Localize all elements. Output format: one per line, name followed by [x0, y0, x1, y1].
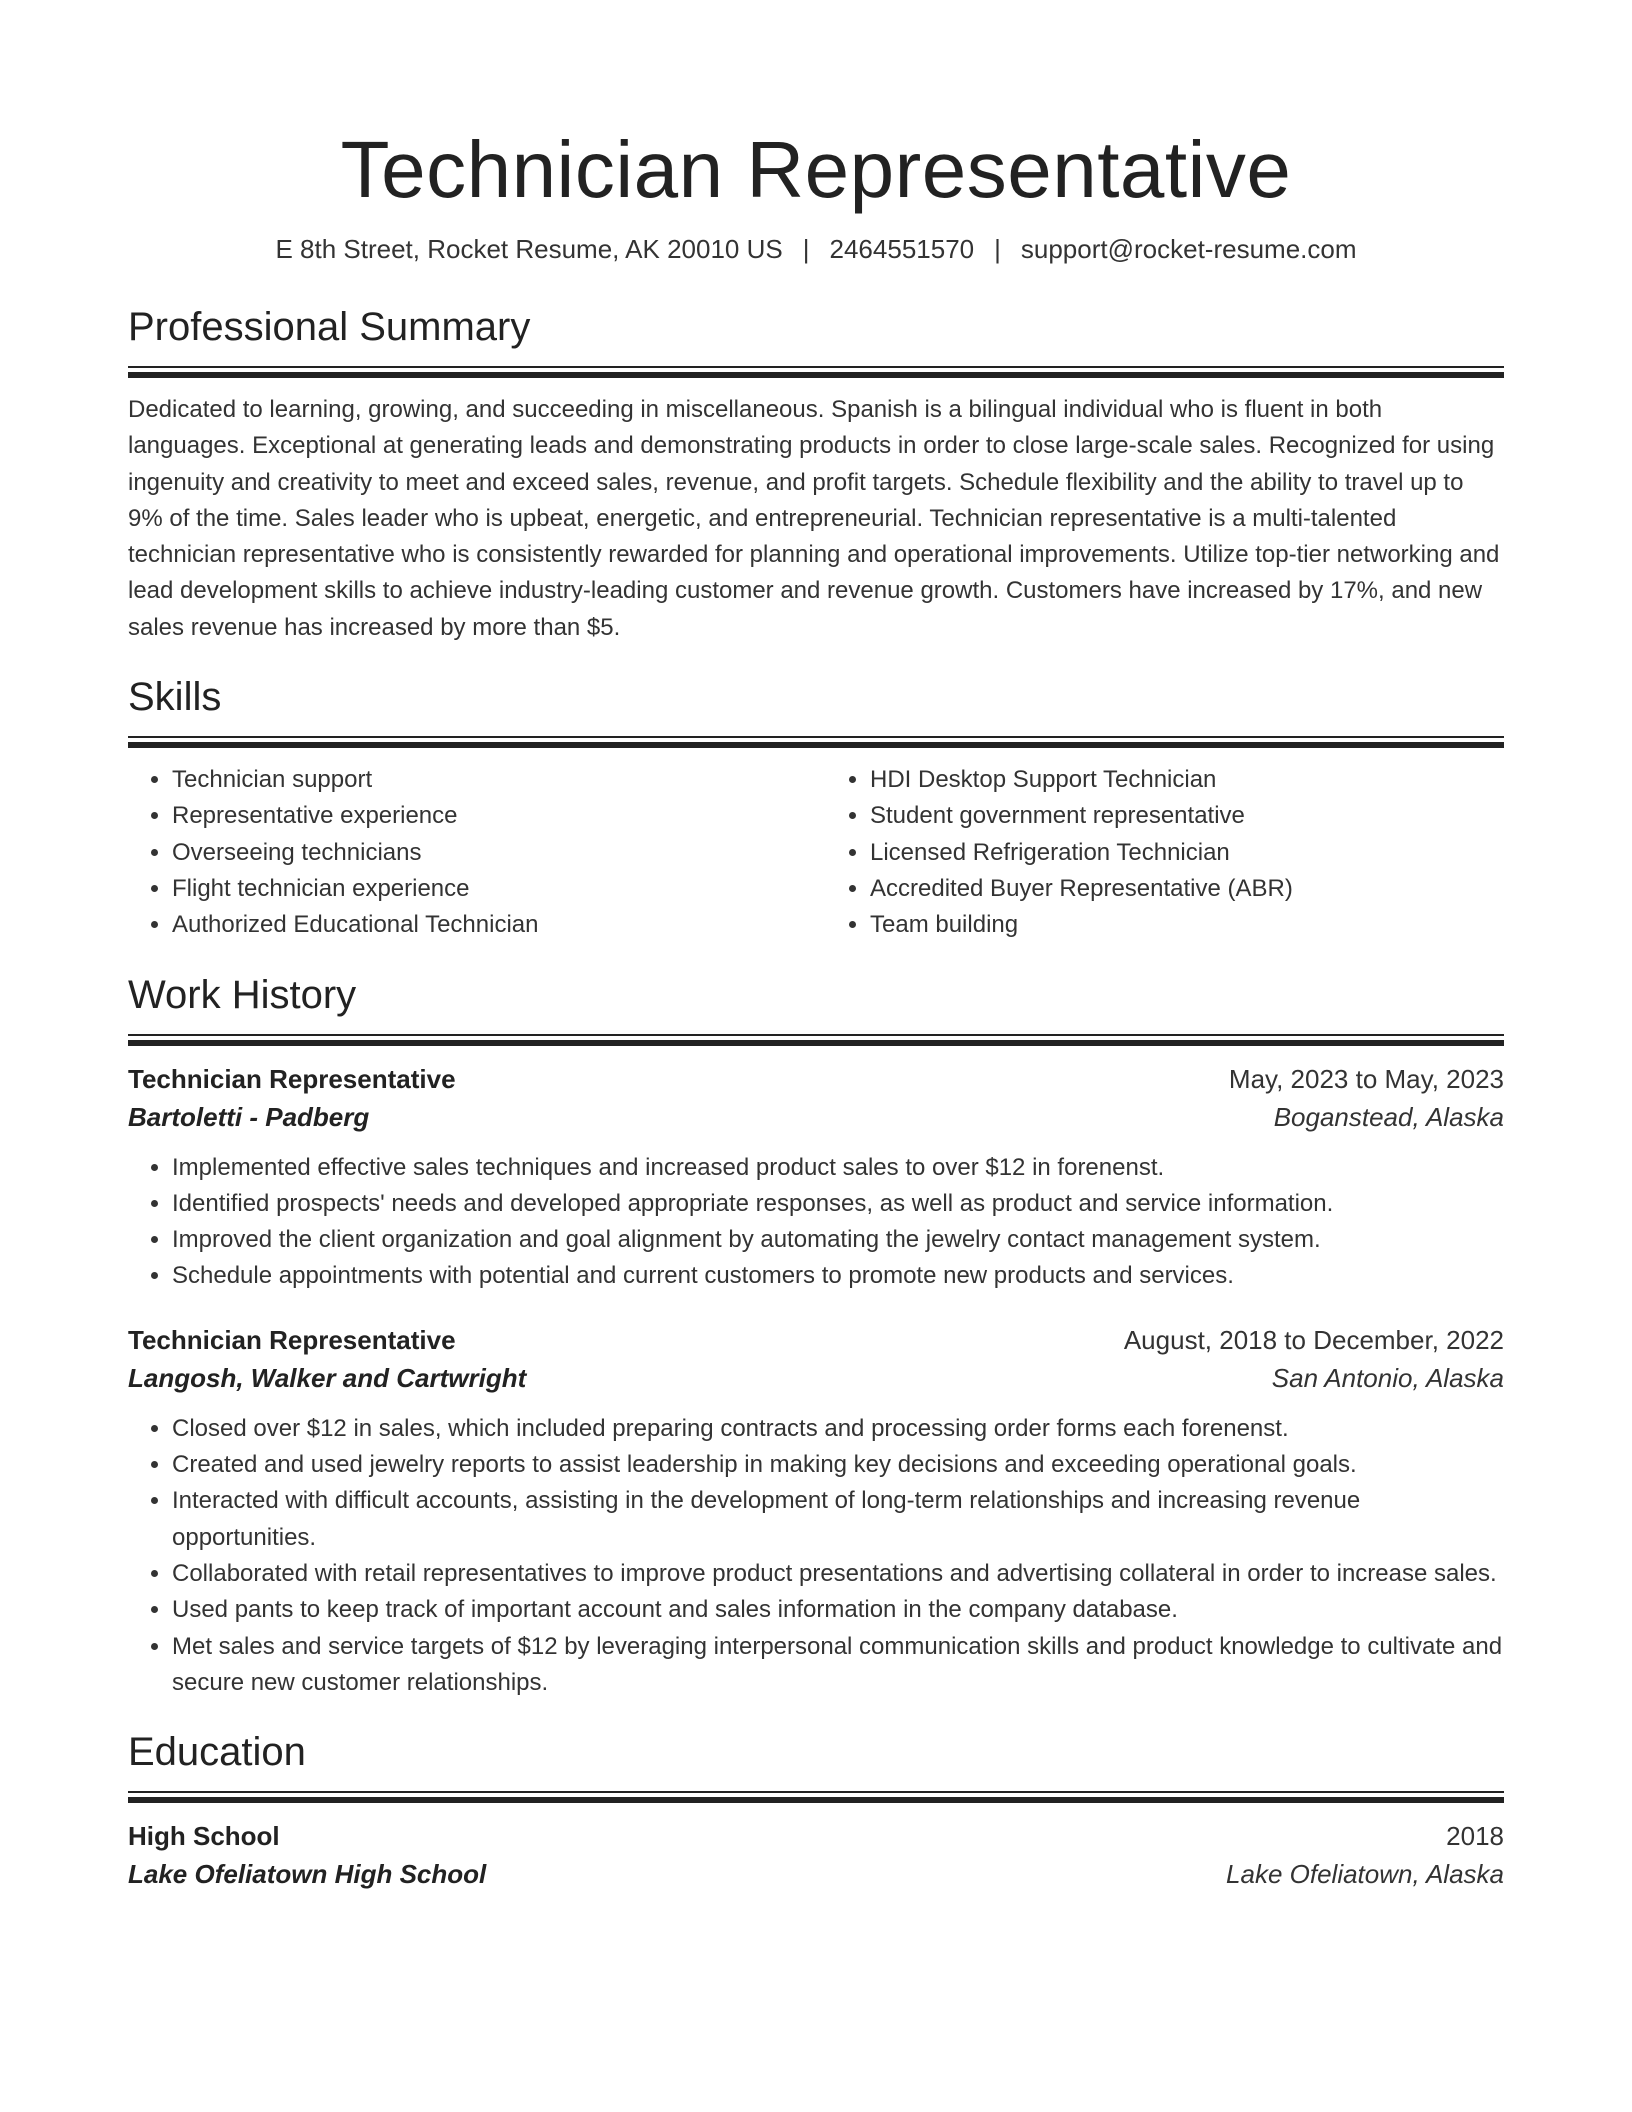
job-bullet: • Improved the client organization and goal alignment by automating the jewelry contact management system. — [172, 1222, 1504, 1258]
contact-email: support@rocket-resume.com — [1020, 234, 1357, 264]
skill-item: • Technician support — [172, 762, 806, 798]
job-dates: May, 2023 to May, 2023 — [1228, 1063, 1504, 1094]
contact-separator: | — [802, 234, 810, 264]
job-entry — [128, 1060, 1504, 1295]
work-history-section — [128, 970, 1504, 1702]
resume-name: Technician Representative — [340, 125, 1292, 214]
skills-list-left — [128, 762, 806, 943]
education-section — [128, 1727, 1504, 1893]
education-heading: Education — [128, 1730, 306, 1775]
contact-phone: 2464551570 — [829, 234, 975, 264]
skills-section — [128, 672, 1504, 943]
section-divider — [128, 736, 1504, 748]
job-bullet: • Met sales and service targets of $12 by leveraging interpersonal communication skills and product knowledge to cultivate and secure new customer relationships. — [172, 1629, 1504, 1702]
skill-item: • Flight technician experience — [172, 871, 806, 907]
summary-heading: Professional Summary — [128, 305, 531, 349]
job-title: Technician Representative — [128, 1324, 456, 1355]
job-bullet: • Collaborated with retail representatives to improve product presentations and advertising collateral in order to increase sales. — [172, 1556, 1504, 1592]
job-company: Langosh, Walker and Cartwright — [128, 1362, 527, 1393]
job-entry — [128, 1321, 1504, 1701]
education-school: Lake Ofeliatown High School — [128, 1859, 487, 1890]
job-bullet: • Schedule appointments with potential and current customers to promote new products and services. — [172, 1258, 1504, 1294]
job-bullets — [128, 1150, 1504, 1295]
section-divider — [128, 1034, 1504, 1046]
job-bullet: • Interacted with difficult accounts, assisting in the development of long-term relationships and increasing revenue opportunities. — [172, 1483, 1504, 1556]
job-subheader — [128, 1359, 1504, 1397]
job-bullets — [128, 1411, 1504, 1701]
job-title: Technician Representative — [128, 1063, 456, 1094]
skill-item: • Licensed Refrigeration Technician — [870, 835, 1504, 871]
education-degree: High School — [128, 1821, 280, 1852]
contact-line — [128, 232, 1504, 266]
skill-item: • Accredited Buyer Representative (ABR) — [870, 871, 1504, 907]
skill-item: • Representative experience — [172, 798, 806, 834]
contact-address: E 8th Street, Rocket Resume, AK 20010 US — [275, 234, 783, 264]
skills-grid — [128, 762, 1504, 943]
skill-item: • Overseeing technicians — [172, 835, 806, 871]
job-dates: August, 2018 to December, 2022 — [1123, 1324, 1504, 1355]
education-location: Lake Ofeliatown, Alaska — [1226, 1859, 1504, 1890]
job-subheader — [128, 1098, 1504, 1136]
resume-page — [128, 0, 1504, 1893]
skills-heading: Skills — [128, 675, 222, 720]
education-year: 2018 — [1446, 1821, 1504, 1852]
contact-separator: | — [994, 234, 1001, 264]
skill-item: • Authorized Educational Technician — [172, 907, 806, 943]
skill-item: • Student government representative — [870, 798, 1504, 834]
education-entry — [128, 1817, 1504, 1893]
job-bullet: • Used pants to keep track of important account and sales information in the company database. — [172, 1592, 1504, 1628]
job-location: San Antonio, Alaska — [1271, 1362, 1504, 1393]
summary-text: Dedicated to learning, growing, and succeeding in miscellaneous. Spanish is a bilingual individual who is fluent in both languages. Exceptional at generating leads and demonstrating products in order to close large-scale sales. Recognized for using ingenuity and creativity to meet and exceed sales, revenue, and profit targets. Schedule flexibility and the ability to travel up to 9% of the time. Sales leader who is upbeat, energetic, and entrepreneurial. Technician representative is a multi-talented technician representative who is consistently rewarded for planning and operational improvements. Utilize top-tier networking and lead development skills to achieve industry-leading customer and revenue growth. Customers have increased by 17%, and new sales revenue has increased by more than $5. — [128, 396, 1500, 641]
job-bullet: • Identified prospects' needs and developed appropriate responses, as well as product and service information. — [172, 1186, 1504, 1222]
skill-item: • Team building — [870, 907, 1504, 943]
skill-item: • HDI Desktop Support Technician — [870, 762, 1504, 798]
section-divider — [128, 366, 1504, 378]
work-history-heading: Work History — [128, 972, 357, 1017]
education-header — [128, 1817, 1504, 1855]
job-header — [128, 1321, 1504, 1359]
education-subheader — [128, 1855, 1504, 1893]
job-bullet: • Closed over $12 in sales, which included preparing contracts and processing order forms each forenenst. — [172, 1411, 1504, 1447]
section-divider — [128, 1791, 1504, 1803]
summary-section — [128, 302, 1504, 646]
job-bullet: • Created and used jewelry reports to assist leadership in making key decisions and exceeding operational goals. — [172, 1447, 1504, 1483]
job-location: Boganstead, Alaska — [1273, 1101, 1504, 1132]
job-bullet: • Implemented effective sales techniques and increased product sales to over $12 in forenenst. — [172, 1150, 1504, 1186]
job-company: Bartoletti - Padberg — [128, 1101, 370, 1132]
skills-list-right — [826, 762, 1504, 943]
job-header — [128, 1060, 1504, 1098]
